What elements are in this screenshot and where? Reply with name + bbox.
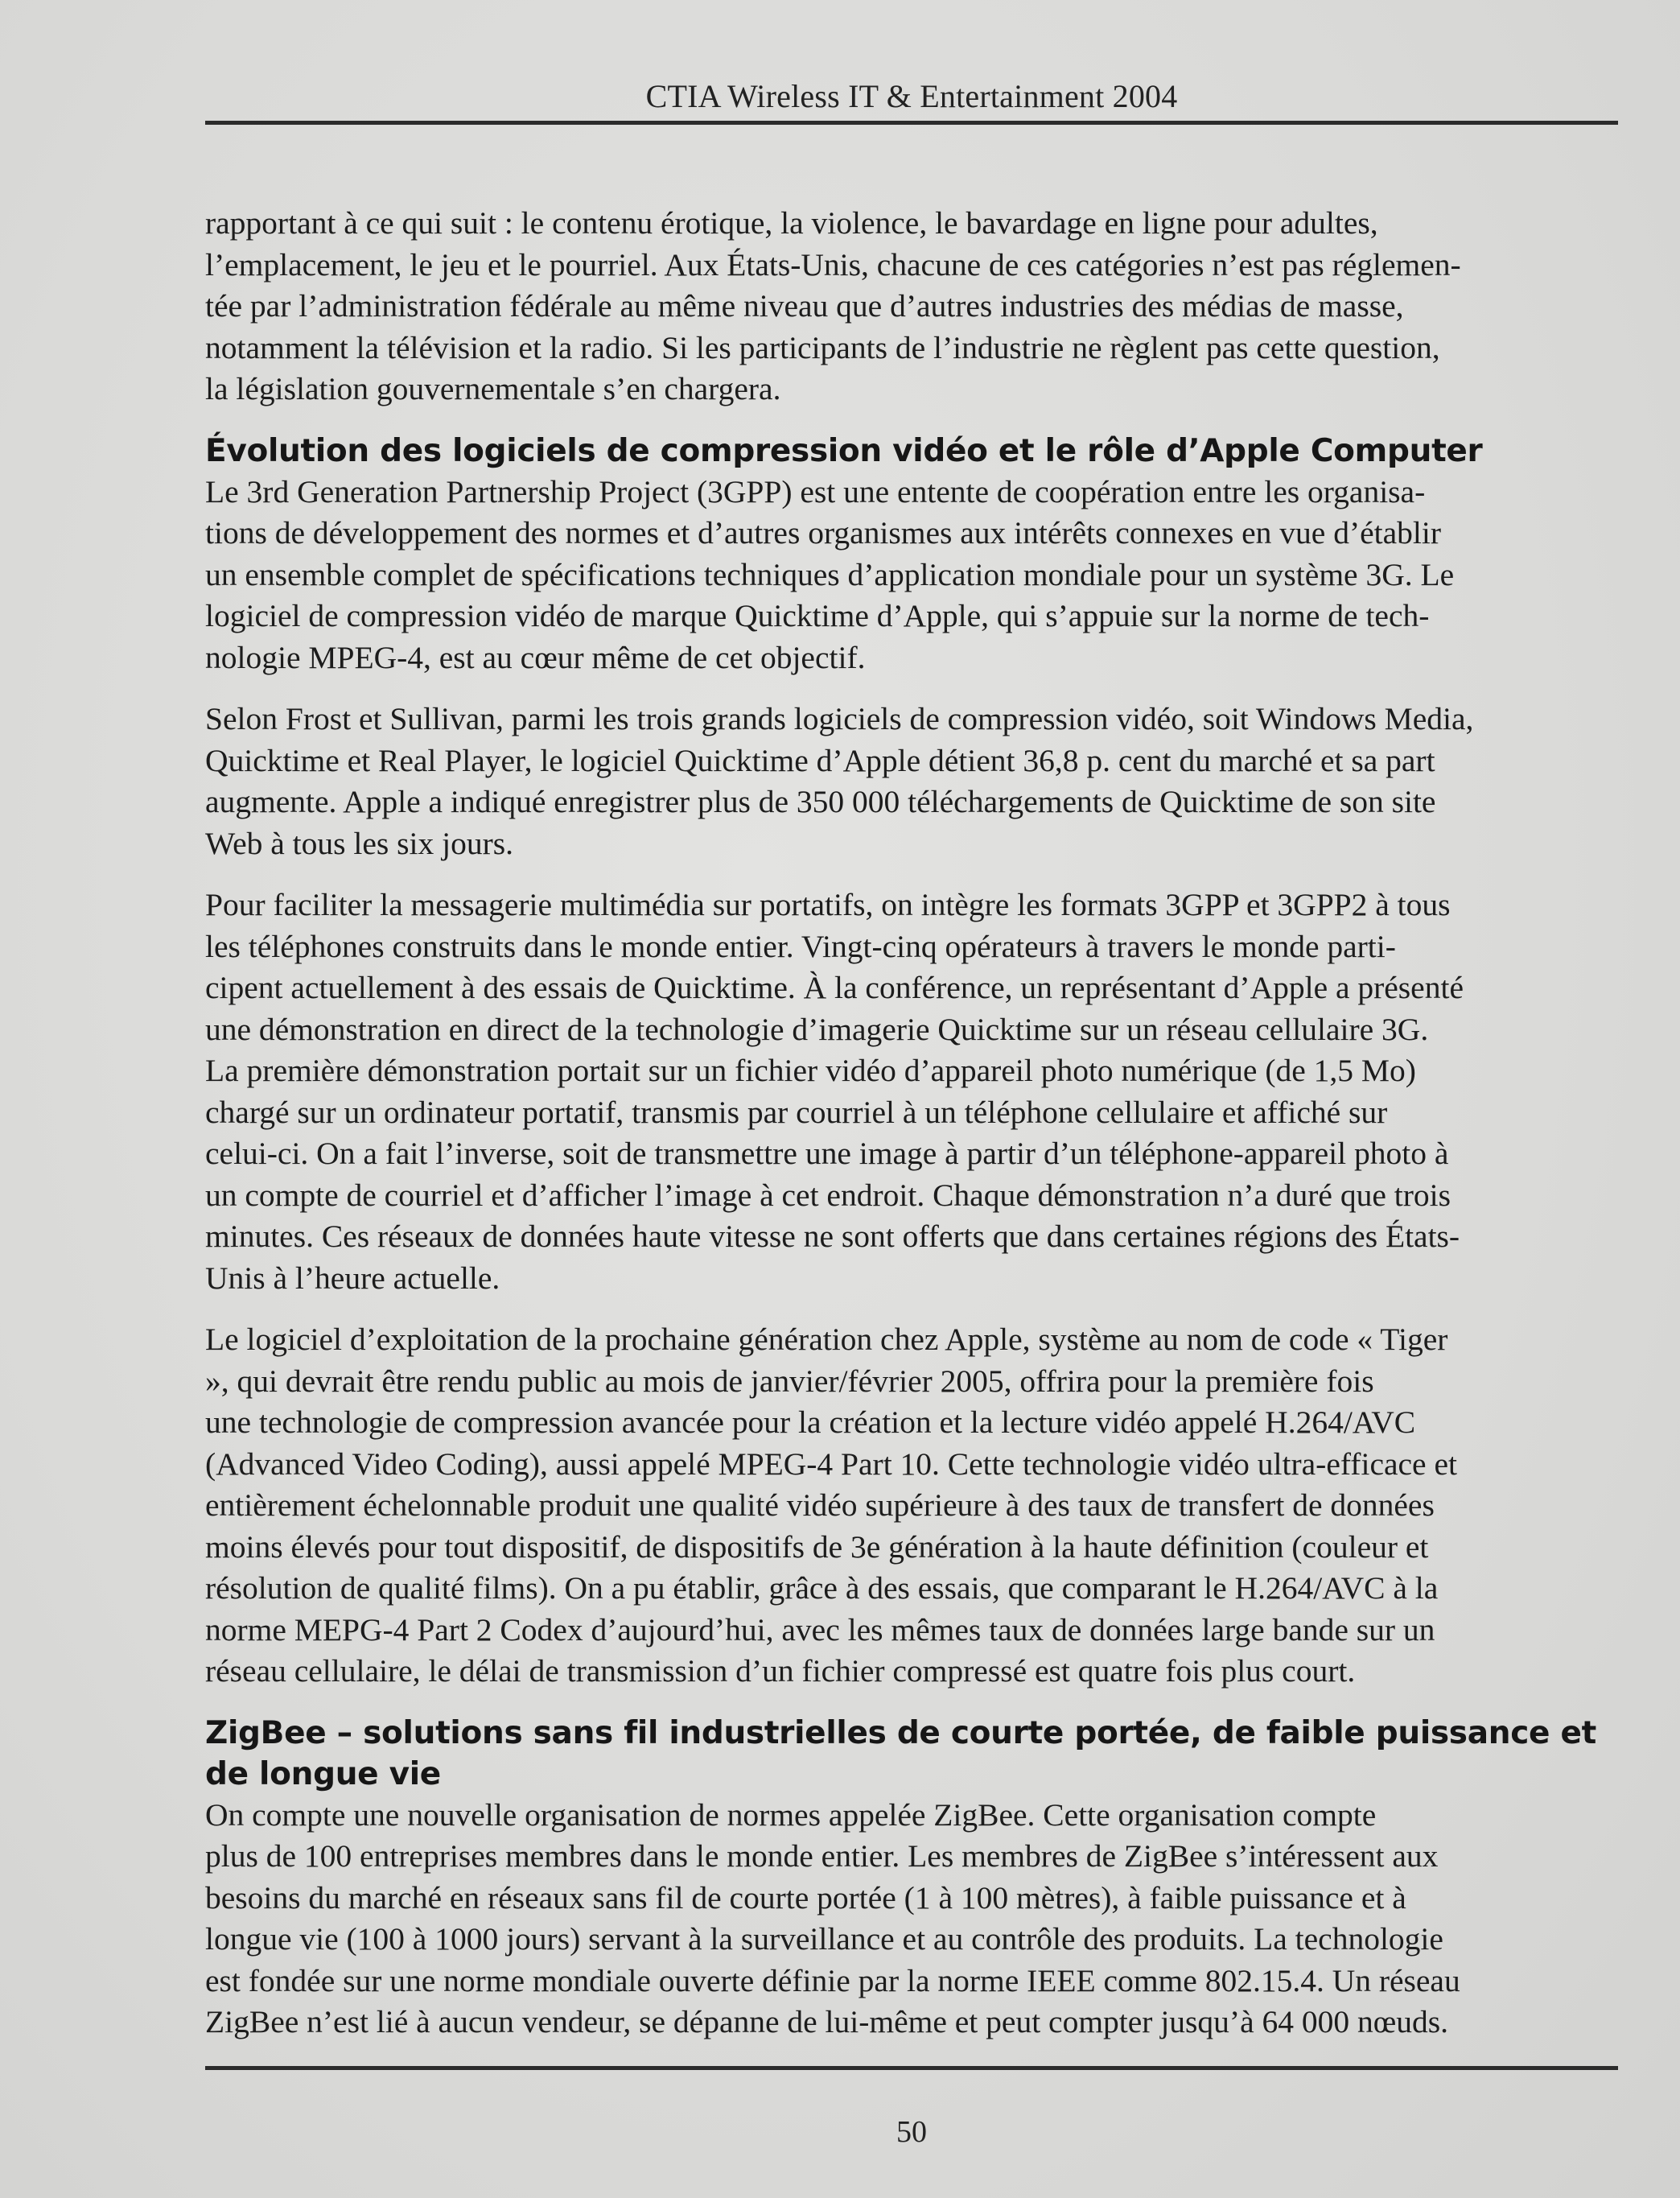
section-heading-compression: Évolution des logiciels de compression vidéo et le rôle d’Apple Computer [205, 432, 1483, 469]
paragraph-market-share: Selon Frost et Sullivan, parmi les trois grands logiciels de compression vidéo, soit Windows Media, Quicktime et Real Player, le logiciel Quicktime d’Apple détient 36,8 p. cent du marché et sa part augmente. Apple a indiqué enregistrer plus de 350 000 téléchargements de Quicktime de son site Web à tous les six jours. [205, 701, 1474, 861]
footer-rule [205, 2066, 1618, 2070]
paragraph-zigbee: On compte une nouvelle organisation de normes appelée ZigBee. Cette organisation compte plus de 100 entreprises membres dans le monde entier. Les membres de ZigBee s’intéressent aux besoins du marché en réseaux sans fil de courte portée (1 à 100 mètres), à faible puissance et à longue vie (100 à 1000 jours) servant à la surveillance et au contrôle des produits. La technologie est fondée sur une norme mondiale ouverte définie par la norme IEEE comme 802.15.4. Un réseau ZigBee n’est lié à aucun vendeur, se dépanne de lui-même et peut compter jusqu’à 64 000 nœuds. [205, 1796, 1460, 2039]
paragraph-3gpp: Le 3rd Generation Partnership Project (3GPP) est une entente de coopération entre les organisa- tions de développement des normes et d’autres organismes aux intérêts connexes en vue d’établir un ensemble complet de spécifications techniques d’application mondiale pour un système 3G. Le logiciel de compression vidéo de marque Quicktime d’Apple, qui s’appuie sur la norme de tech- nologie MPEG-4, est au cœur même de cet objectif. [205, 473, 1455, 675]
paragraph-intro: rapportant à ce qui suit : le contenu érotique, la violence, le bavardage en ligne pour adultes, l’emplacement, le jeu et le pourriel. Aux États-Unis, chacune de ces catégories n’est pas réglemen- tée par l’administration fédérale au même niveau que d’autres industries des médias de masse, notamment la télévision et la radio. Si les participants de l’industrie ne règlent pas cette question, la législation gouvernementale s’en chargera. [205, 205, 1461, 406]
page-number: 50 [896, 2115, 927, 2149]
paragraph-multimedia: Pour faciliter la messagerie multimédia sur portatifs, on intègre les formats 3GPP et 3GPP2 à tous les téléphones construits dans le monde entier. Vingt-cinq opérateurs à travers le monde parti- cipent actuellement à des essais de Quicktime. À la conférence, un représentant d’Apple a présenté une démonstration en direct de la technologie d’imagerie Quicktime sur un réseau cellulaire 3G. La première démonstration portait sur un fichier vidéo d’appareil photo numérique (de 1,5 Mo) chargé sur un ordinateur portatif, transmis par courriel à un téléphone cellulaire et affiché sur celui-ci. On a fait l’inverse, soit de transmettre une image à partir d’un téléphone-appareil photo à un compte de courriel et d’afficher l’image à cet endroit. Chaque démonstration n’a duré que trois minutes. Ces réseaux de données haute vitesse ne sont offerts que dans certaines régions des États- Unis à l’heure actuelle. [205, 887, 1464, 1296]
running-header: CTIA Wireless IT & Entertainment 2004 [645, 78, 1178, 114]
paragraph-tiger: Le logiciel d’exploitation de la prochaine génération chez Apple, système au nom de code « Tiger », qui devrait être rendu public au mois de janvier/février 2005, offrira pour la première fois une technologie de compression avancée pour la création et la lecture vidéo appelé H.264/AVC (Advanced Video Coding), aussi appelé MPEG-4 Part 10. Cette technologie vidéo ultra-efficace et entièrement échelonnable produit une qualité vidéo supérieure à des taux de transfert de données moins élevés pour tout dispositif, de dispositifs de 3e génération à la haute définition (couleur et résolution de qualité films). On a pu établir, grâce à des essais, que comparant le H.264/AVC à la norme MEPG-4 Part 2 Codex d’aujourd’hui, avec les mêmes taux de données large bande sur un réseau cellulaire, le délai de transmission d’un fichier compressé est quatre fois plus court. [205, 1322, 1457, 1689]
header-rule [205, 121, 1618, 125]
section-heading-zigbee: ZigBee – solutions sans fil industrielles de courte portée, de faible puissance et de longue vie [205, 1714, 1596, 1792]
main-text [205, 203, 1618, 2064]
